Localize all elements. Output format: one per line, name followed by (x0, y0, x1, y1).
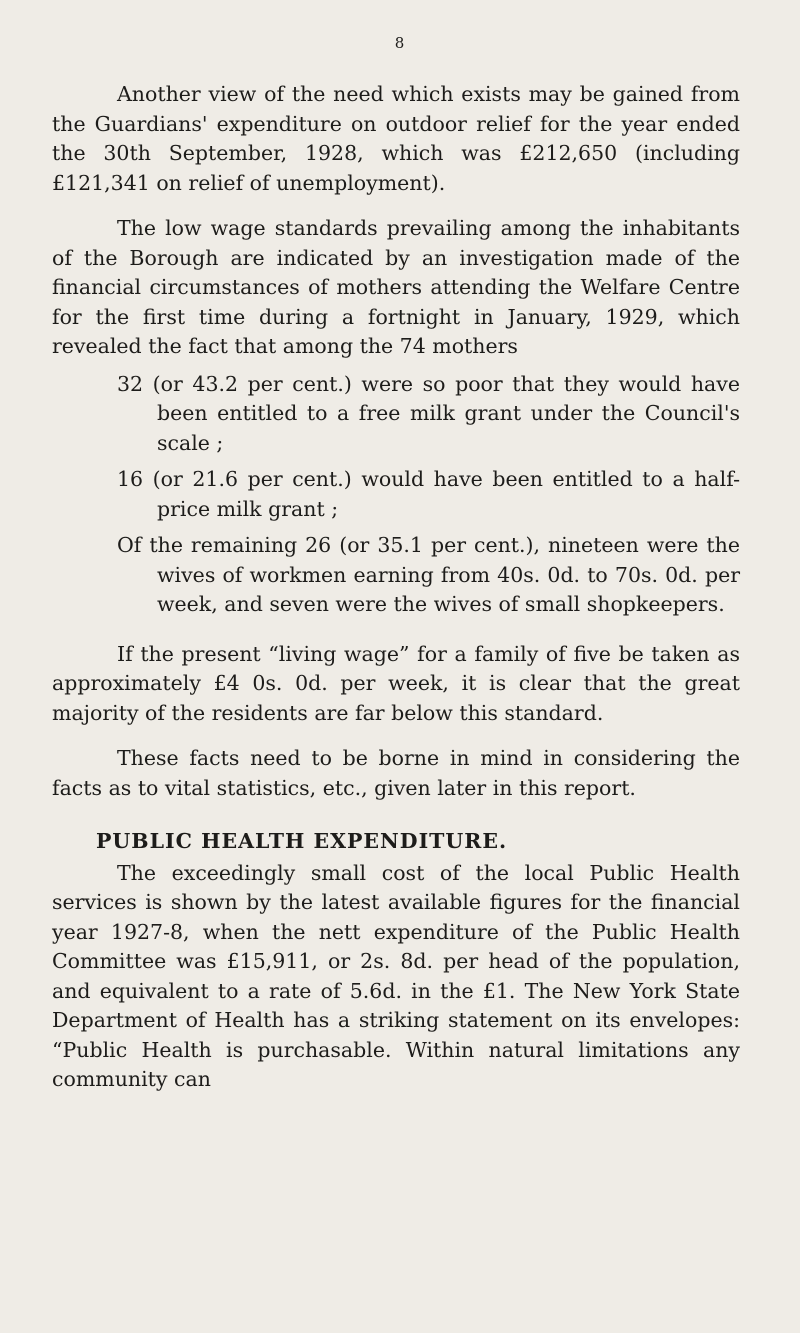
paragraph-living-wage: If the present “living wage” for a family of five be taken as approximately £4 0s. 0d. per week, it is clear that the great majority of the residents are far below this standard. (52, 641, 740, 725)
list-item-half-price-milk: 16 (or 21.6 per cent.) would have been entitled to a half-price milk grant ; (117, 467, 740, 521)
paragraph-public-health-expenditure: The exceedingly small cost of the local Public Health services is shown by the latest available figures for the financial year 1927-8, when the nett expenditure of the Public Health Committee was £15,911, or 2s. 8d. per head of the population, and equivalent to a rate of 5.6d. in the £1. The New York State Department of Health has a striking statement on its envelopes: “Public Health is purchasable. Within natural limitations any community can (52, 860, 740, 1091)
list-item-free-milk: 32 (or 43.2 per cent.) were so poor that they would have been entitled to a free milk grant under the Council's scale ; (117, 371, 740, 455)
section-heading: PUBLIC HEALTH EXPENDITURE. (96, 829, 508, 853)
paragraph-low-wage-standards: The low wage standards prevailing among the inhabitants of the Borough are indicated by an investigation made of the financial circumstances of mothers attending the Welfare Centre for the first time during a fortnight in January, 1929, which revealed the fact that among the 74 mothers (52, 216, 740, 358)
list-item-remaining-mothers: Of the remaining 26 (or 35.1 per cent.), nineteen were the wives of workmen earning from 40s. 0d. to 70s. 0d. per week, and seven were the wives of small shopkeepers. (117, 533, 740, 616)
paragraph-outdoor-relief: Another view of the need which exists may be gained from the Guardians' expenditure on outdoor relief for the year ended the 30th September, 1928, which was £212,650 (including £121,341 on relief of unemployment). (52, 82, 740, 195)
document-body (52, 80, 740, 1111)
page-number: 8 (394, 34, 406, 52)
paragraph-vital-statistics: These facts need to be borne in mind in considering the facts as to vital statistics, etc., given later in this report. (52, 746, 740, 800)
